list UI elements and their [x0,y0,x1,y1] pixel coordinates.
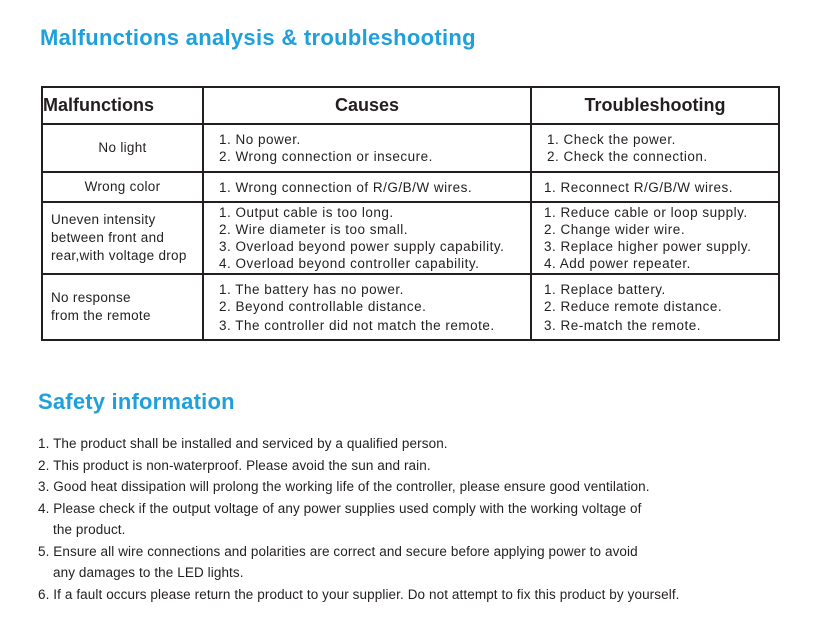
safety-list [38,433,680,605]
malfunction-text: between front and [51,230,165,245]
safety-item [38,455,680,477]
troubleshooting-cell [531,202,779,274]
safety-item-text: 2. This product is non-waterproof. Please avoid the sun and rain. [38,457,431,473]
causes-cell [203,172,531,202]
malfunction-cell [42,202,203,274]
safety-item-text: 3. Good heat dissipation will prolong the working life of the controller, please ensure good ventilation. [38,479,650,494]
troubleshooting-cell [531,274,779,340]
malfunction-text: Uneven intensity [51,212,156,227]
cause-item: 2. Wire diameter is too small. [219,222,409,237]
causes-cell [203,274,531,340]
safety-item [38,433,680,455]
cause-item: 4. Overload beyond controller capability. [219,256,480,271]
safety-item [38,498,680,541]
safety-item-text: 6. If a fault occurs please return the product to your supplier. Do not attempt to fix this product by yourself. [38,586,680,602]
troubleshooting-item: 3. Re-match the remote. [544,317,702,333]
table-row [42,202,779,274]
troubleshooting-item: 1. Reconnect R/G/B/W wires. [544,179,734,195]
table-row [42,124,779,172]
table-row [42,172,779,202]
cause-item: 3. The controller did not match the remote. [219,317,495,333]
header-troubleshooting: Troubleshooting [531,87,779,124]
cause-item: 1. No power. [219,132,301,147]
troubleshooting-item: 2. Reduce remote distance. [544,298,723,314]
safety-item-continuation: any damages to the LED lights. [53,565,244,580]
causes-cell [203,202,531,274]
safety-item-text: 4. Please check if the output voltage of any power supplies used comply with the working voltage of [38,500,642,516]
troubleshooting-item: 2. Check the connection. [547,149,708,164]
header-causes: Causes [203,87,531,124]
troubleshooting-cell [531,172,779,202]
malfunction-cell [42,124,203,172]
header-malfunctions: Malfunctions [42,87,203,124]
cause-item: 2. Beyond controllable distance. [219,298,427,314]
safety-item-continuation: the product. [53,522,126,537]
malfunction-cell [42,274,203,340]
cause-item: 1. Output cable is too long. [219,205,394,220]
malfunction-text: rear,with voltage drop [51,248,187,263]
causes-cell [203,124,531,172]
cause-item: 2. Wrong connection or insecure. [219,149,433,164]
malfunction-text: No light [98,140,147,155]
malfunctions-heading: Malfunctions analysis & troubleshooting [40,25,476,50]
safety-item-text: 1. The product shall be installed and serviced by a qualified person. [38,436,448,451]
troubleshooting-item: 2. Change wider wire. [544,222,686,237]
table-row [42,274,779,340]
safety-item [38,584,680,606]
troubleshooting-item: 4. Add power repeater. [544,256,691,271]
troubleshooting-item: 3. Replace higher power supply. [544,239,752,254]
safety-item [38,541,680,584]
troubleshooting-cell [531,124,779,172]
malfunction-cell [42,172,203,202]
troubleshooting-item: 1. Reduce cable or loop supply. [544,205,748,220]
safety-item [38,476,680,498]
table-header-row [42,87,779,124]
troubleshooting-item: 1. Replace battery. [544,281,666,297]
malfunction-text: Wrong color [84,179,161,194]
cause-item: 1. The battery has no power. [219,281,404,297]
safety-item-text: 5. Ensure all wire connections and polarities are correct and secure before applying power to avoid [38,543,638,559]
safety-heading: Safety information [38,389,235,414]
cause-item: 1. Wrong connection of R/G/B/W wires. [219,179,473,195]
cause-item: 3. Overload beyond power supply capability. [219,239,505,254]
troubleshooting-item: 1. Check the power. [547,132,676,147]
malfunction-text: from the remote [51,308,151,323]
malfunctions-table [41,86,780,341]
malfunction-text: No response [51,290,131,305]
